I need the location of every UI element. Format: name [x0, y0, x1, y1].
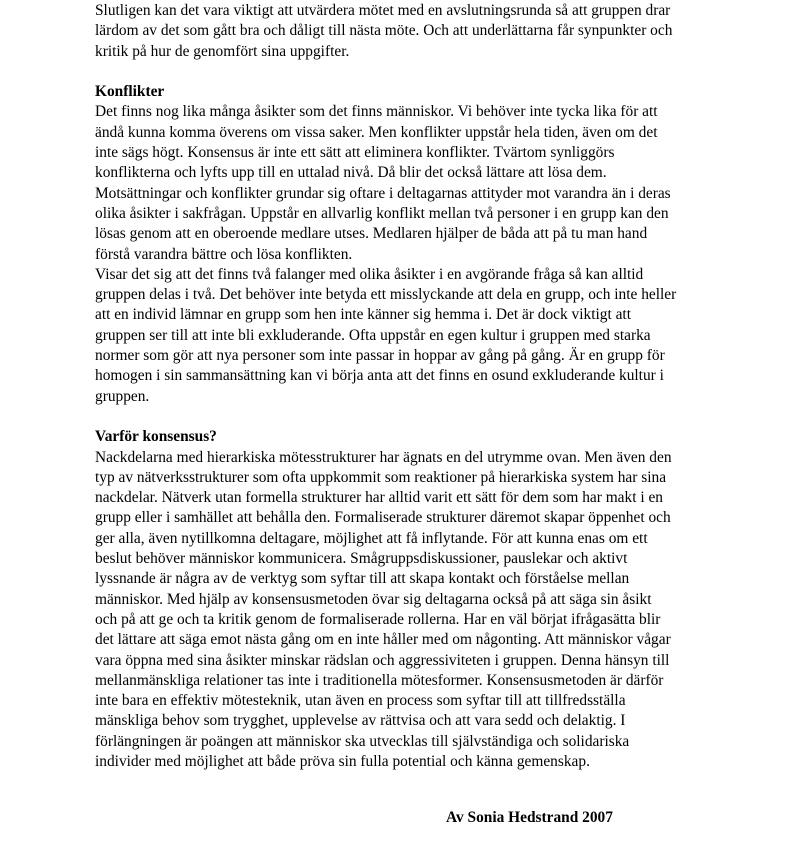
text-line: beslut behöver människor kommunicera. Smågruppsdiskussioner, pauslekar och aktivt — [95, 550, 628, 568]
text-line: ger alla, även nytillkomna deltagare, möjlighet att få inflytande. För att kunna enas om ett — [95, 529, 648, 547]
text-line: Motsättningar och konflikter grundar sig oftare i deltagarnas attityder mot varandra än i deras — [95, 184, 671, 202]
text-line: gruppen. — [95, 387, 150, 405]
text-line: Visar det sig att det finns två falanger med olika åsikter i en avgörande fråga så kan alltid — [95, 265, 644, 283]
text-line: nackdelar. Nätverk utan formella strukturer har alltid varit ett sätt för dem som har makt i en — [95, 489, 663, 507]
section-heading-why-consensus: Varför konsensus? — [95, 428, 217, 446]
text-line: mänskliga behov som trygghet, upplevelse av rättvisa och att vara sedd och delaktig. I — [95, 712, 626, 730]
text-line: individer med möjlighet att både pröva sin fulla potential och känna gemenskap. — [95, 752, 590, 770]
text-line: Det finns nog lika många åsikter som det finns människor. Vi behöver inte tycka lika för att — [95, 103, 658, 121]
text-line: Nackdelarna med hierarkiska mötesstrukturer har ägnats en del utrymme ovan. Men även den — [95, 448, 672, 466]
text-line: lösas genom att en oberoende medlare utses. Medlaren hjälper de båda att på tu man hand — [95, 225, 648, 243]
text-line: förlängningen är poängen att människor ska utvecklas till självständiga och solidariska — [95, 732, 630, 750]
text-line: människor. Med hjälp av konsensusmetoden övar sig deltagarna också på att säga sin åsikt — [95, 590, 652, 608]
text-line: vara öppna med sina åsikter minskar rädslan och aggressiviteten i gruppen. Denna hänsyn till — [95, 651, 670, 669]
text-line: olika åsikter i sakfrågan. Uppstår en allvarlig konflikt mellan två personer i en grupp kan den — [95, 204, 669, 222]
text-line: grupp eller i samhället att behålla den. Formaliserade strukturer däremot skapar öppenhet och — [95, 509, 671, 527]
text-line: homogen i sin sammansättning kan vi börja anta att det finns en osund exkluderande kultur i — [95, 367, 664, 385]
text-line: normer som gör att nya personer som inte passar in hoppar av gång på gång. Är en grupp för — [95, 347, 665, 365]
text-line: inte sägs högt. Konsensus är inte ett sätt att eliminera konflikter. Tvärtom synliggörs — [95, 144, 615, 162]
text-line: lyssnande är några av de verktyg som syftar till att skapa kontakt och förståelse mellan — [95, 570, 630, 588]
text-line: ändå kunna komma överens om vissa saker. Men konflikter uppstår hela tiden, även om det — [95, 123, 658, 141]
document-body — [95, 1, 720, 772]
paragraph-gap — [95, 62, 720, 82]
text-line: mellanmänskliga relationer tas inte i traditionella mötesformer. Konsensusmetoden är därför — [95, 671, 664, 689]
text-line: lärdom av det som gått bra och dåligt till nästa möte. Och att underlättarna får synpunkter och — [95, 22, 673, 40]
text-line: typ av nätverksstrukturer som ofta uppkommit som reaktioner på hierarkiska system har sina — [95, 468, 667, 486]
paragraph-gap — [95, 407, 720, 427]
section-heading-conflicts: Konflikter — [95, 83, 165, 101]
text-line: att en individ lämnar en grupp som hen inte känner sig hemma i. Det är dock viktigt att — [95, 306, 631, 324]
text-line: Slutligen kan det vara viktigt att utvärdera mötet med en avslutningsrunda så att gruppen drar — [95, 2, 671, 19]
section-conflicts — [95, 82, 720, 407]
text-line: kritik på hur de genomfört sina uppgifter. — [95, 42, 350, 60]
text-line: inte bara en effektiv mötesteknik, utan även en process som syftar till att tillfredsställa — [95, 692, 626, 710]
text-line: konflikterna och lyfts upp till en uttalad nivå. Då blir det också lättare att lösa dem. — [95, 164, 607, 182]
section-why-consensus — [95, 427, 720, 772]
text-line: det lättare att säga emot nästa gång om en inte håller med om någonting. Att människor vågar — [95, 631, 671, 649]
text-line: gruppen delas i två. Det behöver inte betyda ett misslyckande att dela en grupp, och inte heller — [95, 286, 677, 304]
text-line: gruppen ser till att inte bli exkluderande. Ofta uppstår en egen kultur i gruppen med starka — [95, 326, 651, 344]
author-signature: Av Sonia Hedstrand 2007 — [446, 809, 613, 826]
text-line: och på att ge och ta kritik genom de formaliserade rollerna. Har en väl börjat ifrågasätta blir — [95, 610, 661, 628]
intro-paragraph — [95, 1, 720, 62]
text-line: förstå varandra bättre och lösa konflikten. — [95, 245, 353, 263]
